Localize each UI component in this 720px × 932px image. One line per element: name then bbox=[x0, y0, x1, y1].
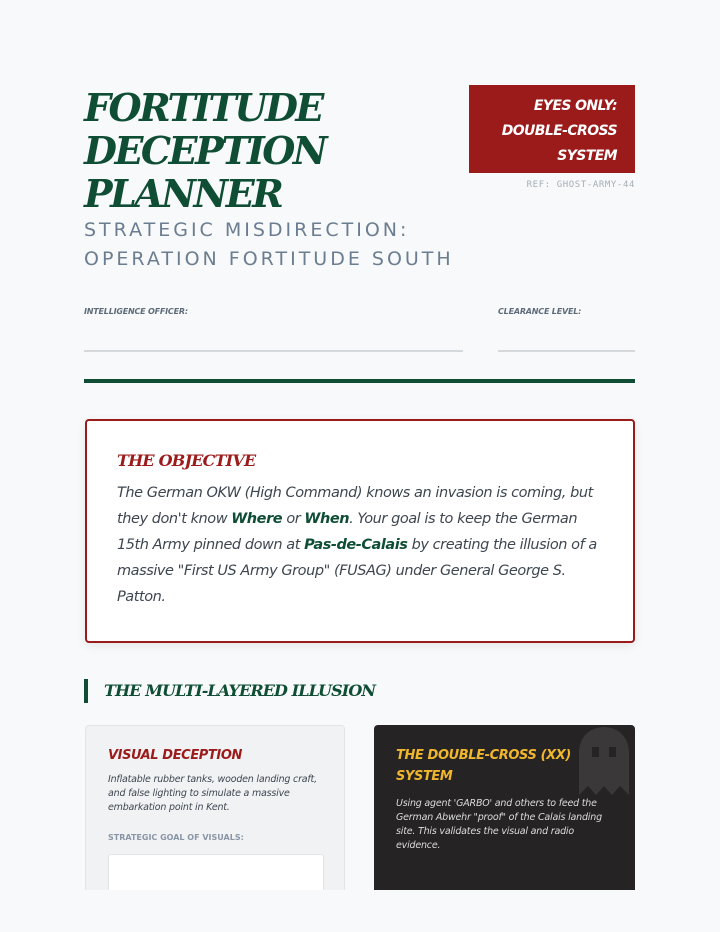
title-line-2: DECEPTION bbox=[84, 128, 326, 173]
ghost-icon bbox=[575, 725, 633, 797]
double-cross-card bbox=[374, 725, 635, 895]
objective-heading: THE OBJECTIVE bbox=[117, 451, 256, 470]
title-line-3: PLANNER bbox=[84, 171, 282, 216]
double-cross-body: Using agent 'GARBO' and others to feed the German Abwehr "proof" of the Calais landing site. This validates the visual and radio evidence. bbox=[396, 798, 602, 851]
objective-box bbox=[85, 419, 635, 643]
page-title bbox=[84, 86, 464, 215]
objective-text-part: or bbox=[282, 511, 305, 527]
objective-where: Where bbox=[231, 511, 283, 527]
objective-text-part: The German OKW (High Command) knows an invasion is coming, but they don't know bbox=[117, 485, 593, 527]
visual-deception-card bbox=[85, 725, 345, 895]
officer-label: INTELLIGENCE OFFICER: bbox=[84, 307, 188, 316]
illusion-section-heading: THE MULTI-LAYERED ILLUSION bbox=[84, 679, 375, 703]
double-cross-title: THE DOUBLE-CROSS (XX) SYSTEM bbox=[396, 748, 571, 784]
objective-text-part: by creating the illusion of a massive "First US Army Group" (FUSAG) under General George S. Patton. bbox=[117, 537, 597, 605]
clearance-label: CLEARANCE LEVEL: bbox=[498, 307, 582, 316]
page-bottom-edge bbox=[0, 890, 720, 932]
page-subtitle bbox=[84, 216, 524, 274]
objective-text-part: . Your goal is to keep the German 15th Army pinned down at bbox=[117, 511, 578, 553]
visual-card-title: VISUAL DECEPTION bbox=[108, 748, 242, 763]
classification-line-1: EYES ONLY: bbox=[533, 98, 617, 114]
objective-location: Pas-de-Calais bbox=[304, 537, 408, 553]
title-line-1: FORTITUDE bbox=[84, 85, 322, 130]
objective-when: When bbox=[304, 511, 350, 527]
subtitle-line-2: OPERATION FORTITUDE SOUTH bbox=[84, 248, 454, 270]
objective-text bbox=[117, 480, 603, 610]
subtitle-line-1: STRATEGIC MISDIRECTION: bbox=[84, 219, 410, 241]
section-divider bbox=[84, 379, 635, 383]
visual-goal-label: STRATEGIC GOAL OF VISUALS: bbox=[108, 833, 244, 842]
classification-badge bbox=[469, 85, 635, 173]
classification-line-3: SYSTEM bbox=[557, 148, 617, 164]
visual-card-body: Inflatable rubber tanks, wooden landing craft, and false lighting to simulate a massive embarkation point in Kent. bbox=[108, 774, 317, 813]
clearance-field[interactable] bbox=[498, 350, 635, 352]
reference-code: REF: GHOST-ARMY-44 bbox=[526, 180, 635, 190]
classification-line-2: DOUBLE-CROSS bbox=[501, 123, 617, 139]
officer-field[interactable] bbox=[84, 350, 463, 352]
